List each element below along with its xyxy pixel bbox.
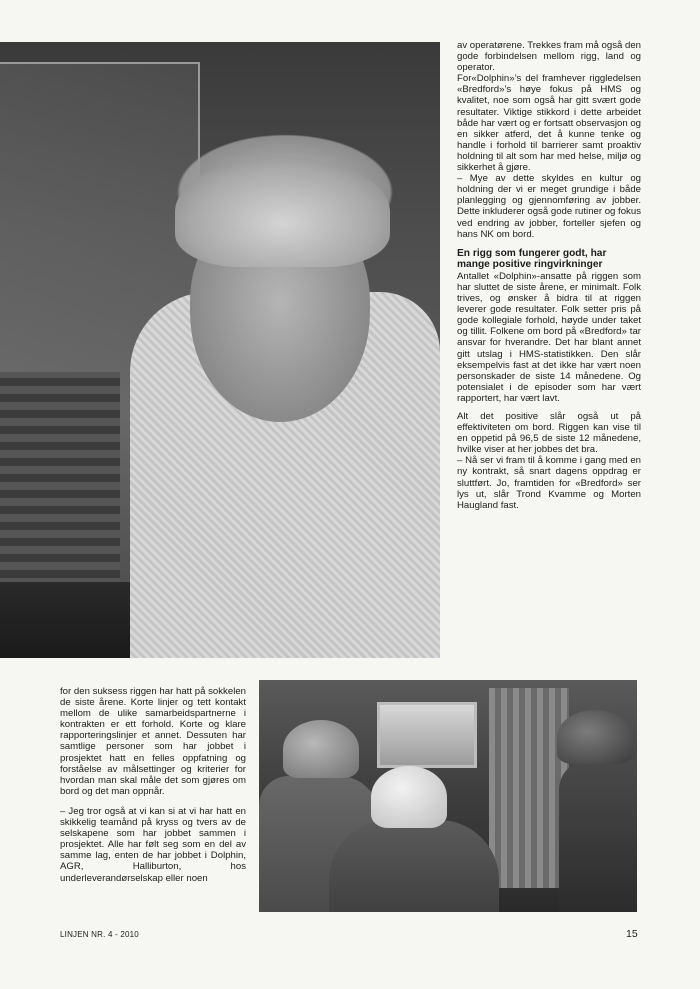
rig-model [0, 372, 120, 602]
paragraph: Antallet «Dolphin»-ansatte på riggen som har sluttet de siste årene, er minimalt. Folk trives, og ønsker å bidra til at riggen leverer gode resultater. Folk setter pris på gode kollegiale forhold, høyde under taket og tillit. Folkene om bord på «Bredford» tar ansvar for hverandre. Det har blant annet gitt utslag i HMS-statistikken. Den slår eksempelvis fast at det ikke har vært noen personskader de siste 14 månedene. Og potensialet i de episoder som har vært rapportert, har vært lavt. [457, 270, 641, 404]
workers-photo [259, 680, 637, 912]
helmet-icon [283, 720, 359, 778]
helmet-icon [371, 766, 447, 828]
paragraph: – Mye av dette skyldes en kultur og holdning der vi er meget grundige i både planlegging og gjennomføring av jobber. Dette inkluderer også gode rutiner og fokus ved endring av jobber, forteller sjefen og hans NK om bord. [457, 173, 641, 240]
left-text-column [60, 686, 246, 884]
right-text-column [457, 40, 641, 511]
hair [175, 157, 390, 267]
worker-right [559, 760, 637, 912]
machinery [489, 688, 569, 888]
helmet-icon [557, 710, 633, 764]
paragraph: for den suksess riggen har hatt på sokkelen de siste årene. Korte linjer og tett kontakt mellom de ulike samarbeidspartnerne i kontrakten er ett forhold. Korte og klare rapporteringslinjer et annet. Dessuten har samtlige personer som har jobbet i prosjektet hatt en felles oppfatning og forståelse av målsettinger og kriterier for hvordan man skal måle det som gjøres om bord og det man oppnår. [60, 686, 246, 797]
paragraph: Alt det positive slår også ut på effektiviteten om bord. Riggen kan vise til en oppetid på 96,5 de siste 12 månedene, hvilke viser at her jobbes det bra. [457, 411, 641, 456]
portrait-photo [0, 42, 440, 658]
worker-center [329, 820, 499, 912]
paragraph: – Nå ser vi fram til å komme i gang med en ny kontrakt, så snart dagens oppdrag er sluttført. Jo, framtiden for «Bredford» ser lys ut, slår Trond Kvamme og Morten Haugland fast. [457, 455, 641, 511]
paragraph: av operatørene. Trekkes fram må også den gode forbindelsen mellom rigg, land og operator. [457, 40, 641, 74]
paragraph: For«Dolphin»’s del framhever riggledelsen «Bredford»’s høye fokus på HMS og kvalitet, noe som også har gitt svært gode resultater. Viktige stikkord i dette arbeidet både har vært og er fortsatt observasjon og en sikker atferd, det å kunne tenke og handle i forhold til barrierer samt proaktiv holdning til alt som har med helse, miljø og sikkerhet å gjøre. [457, 73, 641, 174]
subheading: En rigg som fungerer godt, har mange positive ringvirkninger [457, 247, 607, 271]
paragraph: – Jeg tror også at vi kan si at vi har hatt en skikkelig teamånd på kryss og tvers av de selskapene som har jobbet sammen i prosjektet. Alle har følt seg som en del av samme lag, enten de har jobbet i Dolphin, AGR, Halliburton, hos underleverandørselskap eller noen [60, 805, 246, 884]
publication-footer: LINJEN NR. 4 - 2010 [60, 930, 139, 939]
control-screen [377, 702, 477, 768]
page-number: 15 [626, 928, 638, 940]
